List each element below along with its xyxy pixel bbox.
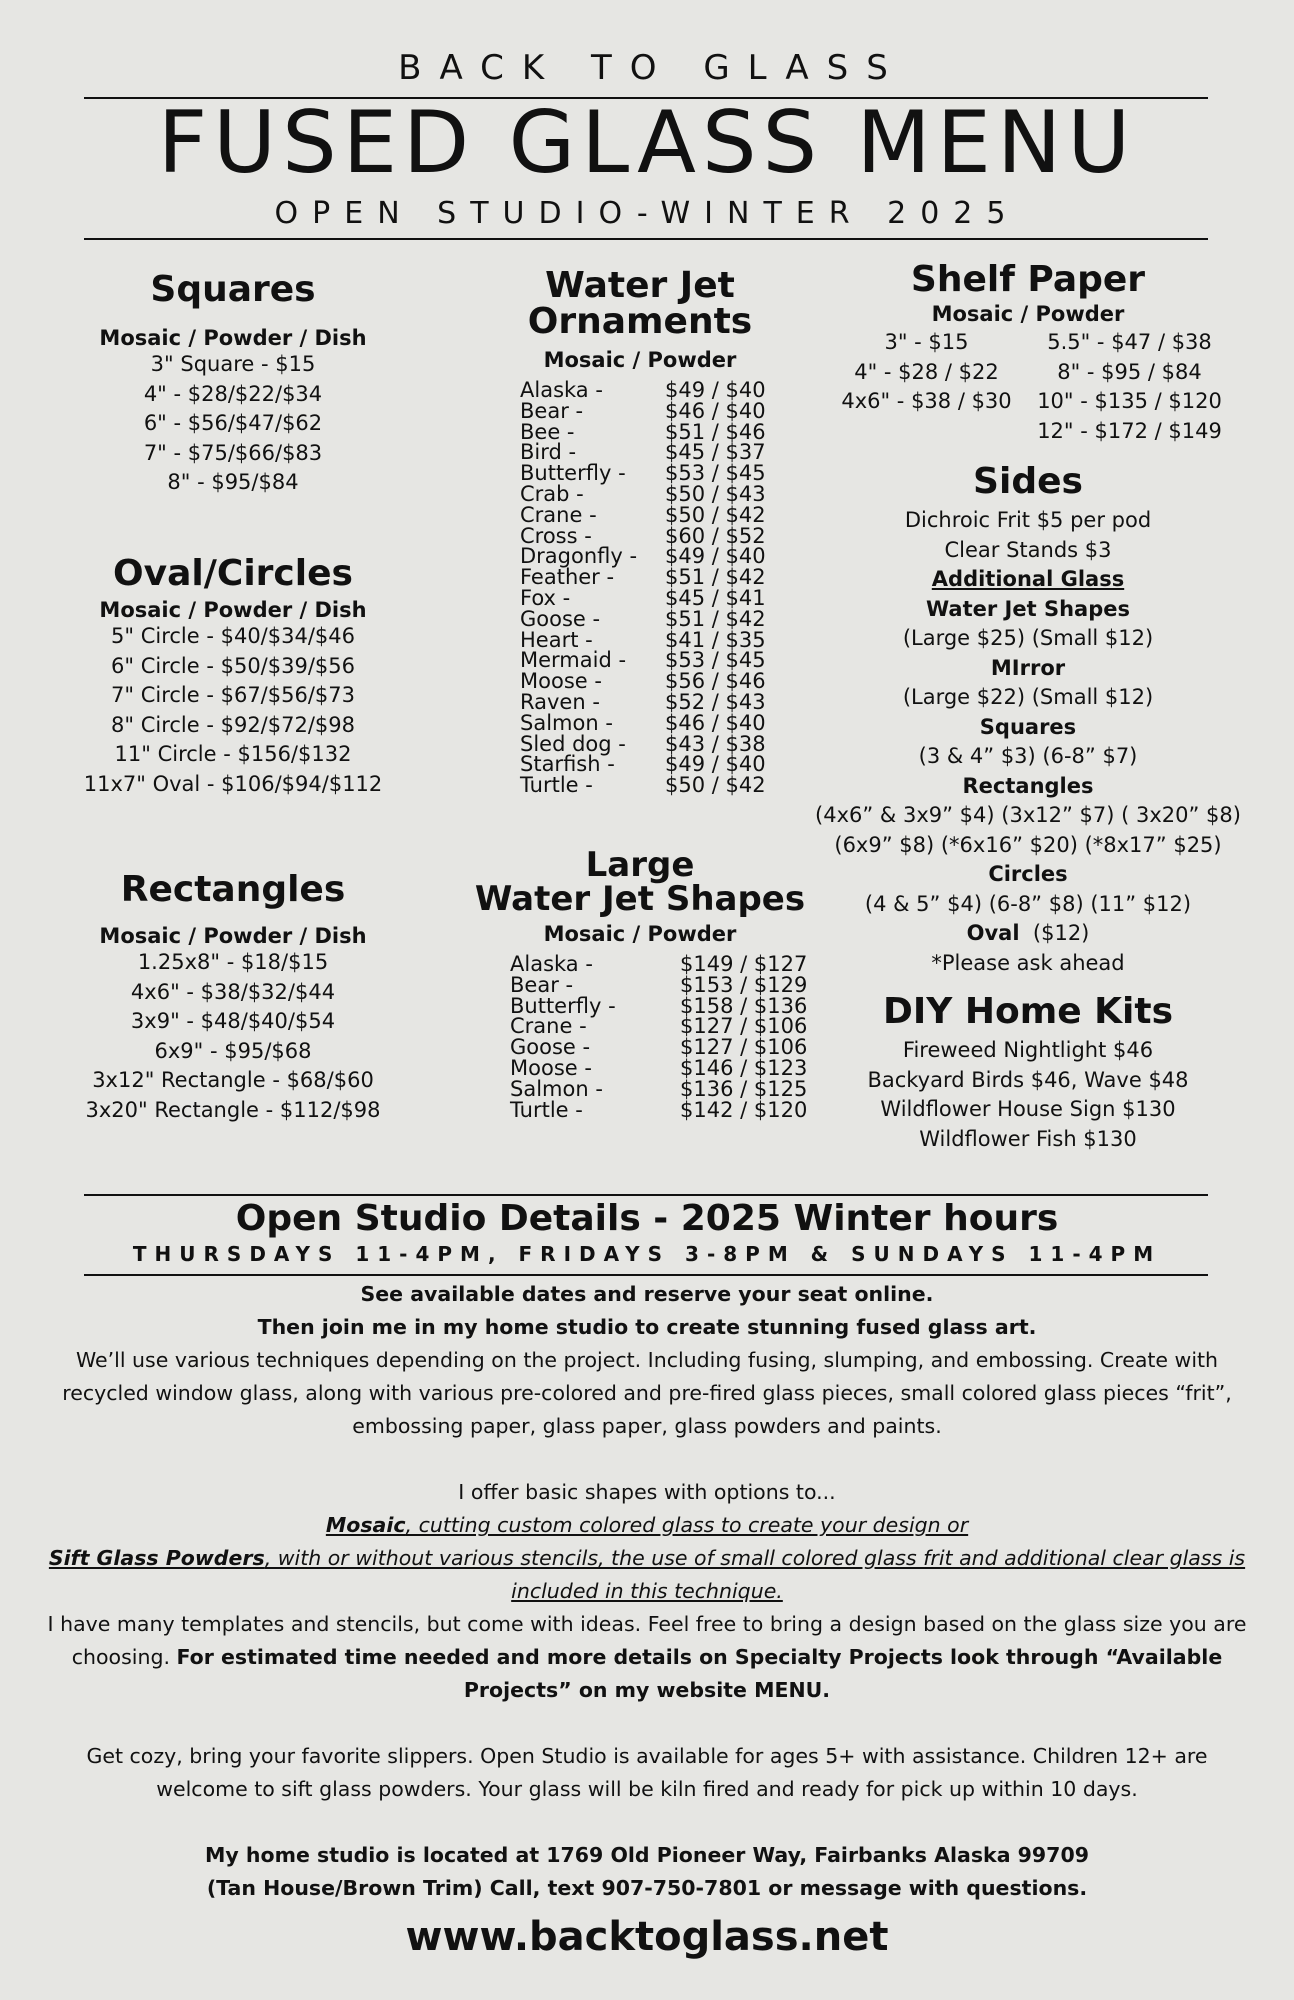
list-item: Bird - $45 / $37 [520, 440, 766, 465]
rectangles-list [60, 948, 406, 1125]
ornaments-title-line2: Ornaments [527, 301, 753, 342]
list-item: 5" Circle - $40/$34/$46 [111, 624, 355, 648]
list-item: 5.5" - $47 / $38 [1047, 330, 1212, 354]
list-item: Crane - $50 / $42 [520, 502, 766, 527]
cozy-paragraph: Get cozy, bring your favorite slippers. Open Studio is available for ages 5+ with assistance. Children 12+ are welcome to sift glass powders. Your glass will be kiln fired and ready for pick up within 10 days. [86, 1744, 1208, 1801]
list-item: 10" - $135 / $120 [1037, 389, 1222, 413]
ornaments-section [470, 265, 810, 798]
rectangles-prices-line2: (6x9” $8) (*6x16” $20) (*8x17” $25) [834, 832, 1222, 857]
additional-glass-heading: Additional Glass [931, 567, 1125, 591]
list-item: Alaska - $149 / $127 [510, 952, 808, 976]
list-item: 7" Circle - $67/$56/$73 [111, 683, 355, 707]
shelf-paper-section [830, 259, 1226, 446]
list-item: Mermaid - $53 / $45 [520, 648, 766, 673]
list-item: Butterfly - $53 / $45 [520, 461, 766, 486]
list-item: 8" - $95/$84 [167, 470, 299, 494]
address-line: My home studio is located at 1769 Old Pioneer Way, Fairbanks Alaska 99709 [205, 1843, 1089, 1867]
large-shapes-title-line1: Large [585, 845, 695, 885]
squares-heading: Squares [979, 714, 1077, 739]
list-item: 11" Circle - $156/$132 [114, 742, 352, 766]
shelf-paper-list [830, 328, 1226, 446]
list-item: Heart - $41 / $35 [520, 627, 766, 652]
list-item: Turtle - $142 / $120 [510, 1097, 808, 1122]
sides-title: Sides [973, 461, 1083, 502]
templates-paragraph [40, 1608, 1254, 1707]
list-item: Wildflower Fish $130 [919, 1126, 1137, 1151]
squares-title: Squares [150, 269, 316, 310]
website-link[interactable]: www.backtoglass.net [405, 1914, 889, 1960]
mosaic-label: Mosaic [325, 1513, 406, 1537]
templates-text: I have many templates and stencils, but come with ideas. Feel free to bring a design based on the glass size you are choosing. [47, 1612, 1247, 1669]
list-item: Bee - $51 / $46 [520, 419, 766, 444]
brand-name: BACK TO GLASS [398, 48, 906, 88]
diy-list [830, 1036, 1226, 1154]
list-item: Wildflower House Sign $130 [880, 1097, 1176, 1121]
spacer [40, 1806, 1254, 1839]
shelf-paper-left [830, 328, 1023, 446]
spacer [40, 1707, 1254, 1740]
list-item: 1.25x8" - $18/$15 [137, 950, 329, 974]
mosaic-text: , cutting custom colored glass to create your design or [405, 1513, 969, 1537]
offer-line: I offer basic shapes with options to... [458, 1480, 836, 1504]
list-item: 3" Square - $15 [150, 352, 316, 376]
list-item: 3" - $15 [884, 330, 969, 354]
page-title: FUSED GLASS MENU [157, 93, 1137, 193]
sift-label: Sift Glass Powders [48, 1546, 265, 1570]
rectangles-options: Mosaic / Powder / Dish [99, 924, 367, 948]
stands-line: Clear Stands $3 [944, 537, 1112, 562]
list-item: Crab - $50 / $43 [520, 481, 766, 506]
list-item: Starfish - $49 / $40 [520, 752, 766, 777]
list-item: Bear - $46 / $40 [520, 398, 766, 423]
squares-list [60, 350, 406, 498]
spacer [40, 1443, 1254, 1476]
sift-line [40, 1542, 1254, 1608]
circles-heading: Circles [988, 862, 1068, 886]
ornaments-options: Mosaic / Powder [543, 348, 737, 372]
circles-prices: (4 & 5” $4) (6-8” $8) (11” $12) [864, 891, 1192, 916]
list-item: Goose - $127 / $106 [510, 1035, 808, 1060]
reserve-line: See available dates and reserve your seat online. [360, 1282, 934, 1306]
large-shapes-title-line2: Water Jet Shapes [474, 879, 806, 919]
list-item: 3x20" Rectangle - $112/$98 [85, 1097, 381, 1122]
diy-section [830, 991, 1226, 1154]
large-shapes-section [470, 845, 810, 1122]
oval-price: ($12) [1032, 921, 1090, 945]
details-rule-top [84, 1194, 1208, 1196]
join-line: Then join me in my home studio to create stunning fused glass art. [257, 1315, 1037, 1339]
squares-prices: (3 & 4” $3) (6-8” $7) [918, 744, 1138, 768]
list-item: Fox - $45 / $41 [520, 585, 766, 610]
list-item: 4x6" - $38 / $30 [841, 389, 1012, 413]
rectangles-section [60, 869, 406, 1125]
ornaments-title-line1: Water Jet [545, 265, 735, 306]
list-item: 8" Circle - $92/$72/$98 [111, 712, 355, 737]
ovals-list [60, 622, 406, 799]
details-body [40, 1278, 1254, 1905]
ovals-options: Mosaic / Powder / Dish [99, 598, 367, 622]
list-item: Backyard Birds $46, Wave $48 [867, 1067, 1189, 1092]
list-item: Bear - $153 / $129 [510, 972, 808, 997]
wj-shapes-prices: (Large $25) (Small $12) [902, 626, 1154, 650]
list-item: 7" - $75/$66/$83 [143, 440, 323, 465]
list-item: Fireweed Nightlight $46 [902, 1038, 1154, 1062]
sift-text: , with or without various stencils, the use of small colored glass frit and additional clear glass is included in this technique. [264, 1546, 1246, 1603]
wj-shapes-heading: Water Jet Shapes [926, 596, 1130, 621]
list-item: Turtle - $50 / $42 [520, 773, 766, 798]
list-item: Goose - $51 / $42 [520, 606, 766, 631]
list-item: Moose - $146 / $123 [510, 1055, 808, 1080]
list-item: 11x7" Oval - $106/$94/$112 [83, 771, 383, 796]
list-item: 3x9" - $48/$40/$54 [130, 1009, 336, 1033]
frit-line: Dichroic Frit $5 per pod [904, 508, 1152, 532]
list-item: Raven - $52 / $43 [520, 689, 766, 714]
list-item: Moose - $56 / $46 [520, 669, 766, 694]
studio-hours: THURSDAYS 11-4PM, FRIDAYS 3-8PM & SUNDAYS 11-4PM [132, 1242, 1162, 1266]
ovals-section [60, 553, 406, 799]
shelf-paper-right [1033, 328, 1226, 446]
list-item: Butterfly - $158 / $136 [510, 993, 808, 1018]
page-subtitle: OPEN STUDIO-WINTER 2025 [274, 196, 1020, 231]
mirror-heading: MIrror [990, 655, 1066, 680]
squares-options: Mosaic / Powder / Dish [99, 326, 367, 350]
list-item: Dragonfly - $49 / $40 [520, 544, 766, 569]
ornaments-list [520, 380, 810, 796]
large-shapes-options: Mosaic / Powder [543, 922, 737, 946]
templates-bold: For estimated time needed and more details on Specialty Projects look through “Available Projects” on my website MENU. [176, 1645, 1223, 1702]
diy-title: DIY Home Kits [882, 991, 1174, 1032]
list-item: Feather - $51 / $42 [520, 565, 766, 590]
list-item: Crane - $127 / $106 [510, 1014, 808, 1039]
large-shapes-list [510, 954, 810, 1120]
list-item: Salmon - $136 / $125 [510, 1076, 808, 1101]
list-item: 12" - $172 / $149 [1037, 418, 1222, 443]
squares-section [60, 269, 406, 498]
list-item: 6" - $56/$47/$62 [143, 411, 323, 435]
list-item: Salmon - $46 / $40 [520, 710, 766, 735]
contact-line: (Tan House/Brown Trim) Call, text 907-750-7801 or message with questions. [206, 1876, 1088, 1900]
mosaic-line [40, 1509, 1254, 1542]
ask-ahead-note: *Please ask ahead [931, 950, 1125, 975]
details-title: Open Studio Details - 2025 Winter hours [235, 1198, 1059, 1239]
shelf-paper-options: Mosaic / Powder [931, 302, 1125, 326]
list-item: Sled dog - $43 / $38 [520, 731, 766, 756]
rectangles-heading: Rectangles [962, 773, 1094, 798]
list-item: 4" - $28/$22/$34 [143, 381, 323, 406]
list-item: 6" Circle - $50/$39/$56 [111, 653, 355, 678]
rectangles-title: Rectangles [120, 869, 346, 910]
ovals-title: Oval/Circles [113, 553, 353, 594]
details-rule-bottom [84, 1274, 1208, 1276]
list-item: Alaska - $49 / $40 [520, 378, 766, 402]
list-item: 6x9" - $95/$68 [154, 1038, 312, 1063]
sides-list [810, 506, 1246, 978]
list-item: 4x6" - $38/$32/$44 [130, 979, 336, 1004]
sides-section [810, 461, 1246, 978]
list-item: 8" - $95 / $84 [1057, 359, 1202, 384]
shelf-paper-title: Shelf Paper [910, 259, 1146, 300]
list-item: 3x12" Rectangle - $68/$60 [92, 1068, 374, 1092]
mirror-prices: (Large $22) (Small $12) [902, 685, 1154, 709]
list-item: 4" - $28 / $22 [854, 359, 999, 384]
list-item: Cross - $60 / $52 [520, 523, 766, 548]
techniques-paragraph: We’ll use various techniques depending on the project. Including fusing, slumping, and embossing. Create with recycled window glass, along with various pre-colored and pre-fired glass pieces, small colored glass pieces “frit”, embossing paper, glass paper, glass powders and paints. [62, 1348, 1232, 1438]
header-rule-bottom [84, 238, 1208, 240]
oval-line [810, 919, 1246, 949]
rectangles-prices-line1: (4x6” & 3x9” $4) (3x12” $7) ( 3x20” $8) [815, 803, 1241, 827]
oval-heading: Oval [966, 921, 1020, 945]
